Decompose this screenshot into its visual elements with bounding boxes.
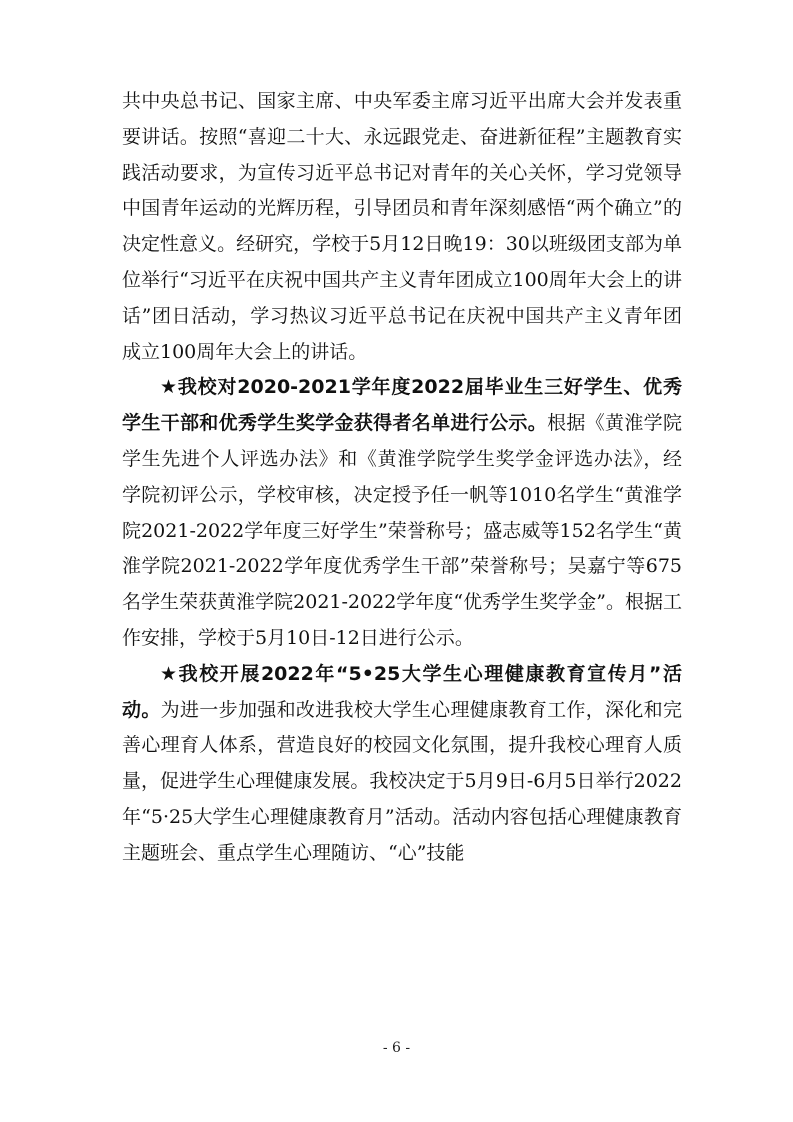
- paragraph-3-text: 为进一步加强和改进我校大学生心理健康教育工作，深化和完善心理育人体系，营造良好的校园文化氛围，提升我校心理育人质量，促进学生心理健康发展。我校决定于5月9日-6月5日举行2022年“5·25大学生心理健康教育月”活动。活动内容包括心理健康教育主题班会、重点学生心理随访、“心”技能: [122, 698, 682, 864]
- paragraph-1-text: 共中央总书记、国家主席、中央军委主席习近平出席大会并发表重要讲话。按照“喜迎二十大、永远跟党走、奋进新征程”主题教育实践活动要求，为宣传习近平总书记对青年的关心关怀，学习党领导中国青年运动的光辉历程，引导团员和青年深刻感悟“两个确立”的决定性意义。经研究，学校于5月12日晚19：30以班级团支部为单位举行“习近平在庆祝中国共产主义青年团成立100周年大会上的讲话”团日活动，学习热议习近平总书记在庆祝中国共产主义青年团成立100周年大会上的讲话。: [122, 90, 682, 363]
- document-body: [122, 84, 682, 872]
- paragraph-3-headline: ★我校开展2022年“5•25大学生心理健康教育宣传月”活动。: [122, 662, 682, 721]
- page-number: - 6 -: [382, 1040, 411, 1056]
- paragraph-2-headline: ★我校对2020-2021学年度2022届毕业生三好学生、优秀学生干部和优秀学生奖学金获得者名单进行公示。: [122, 376, 682, 435]
- paragraph-continuation: [122, 84, 682, 370]
- paragraph-commendation-notice: [122, 370, 682, 656]
- paragraph-2-text: 根据《黄淮学院学生先进个人评选办法》和《黄淮学院学生奖学金评选办法》，经学院初评公示，学校审核，决定授予任一帆等1010名学生“黄淮学院2021-2022学年度三好学生”荣誉称号；盛志威等152名学生“黄淮学院2021-2022学年度优秀学生干部”荣誉称号；吴嘉宁等675名学生荣获黄淮学院2021-2022学年度“优秀学生奖学金”。根据工作安排，学校于5月10日-12日进行公示。: [122, 412, 682, 649]
- paragraph-mental-health-month: [122, 657, 682, 872]
